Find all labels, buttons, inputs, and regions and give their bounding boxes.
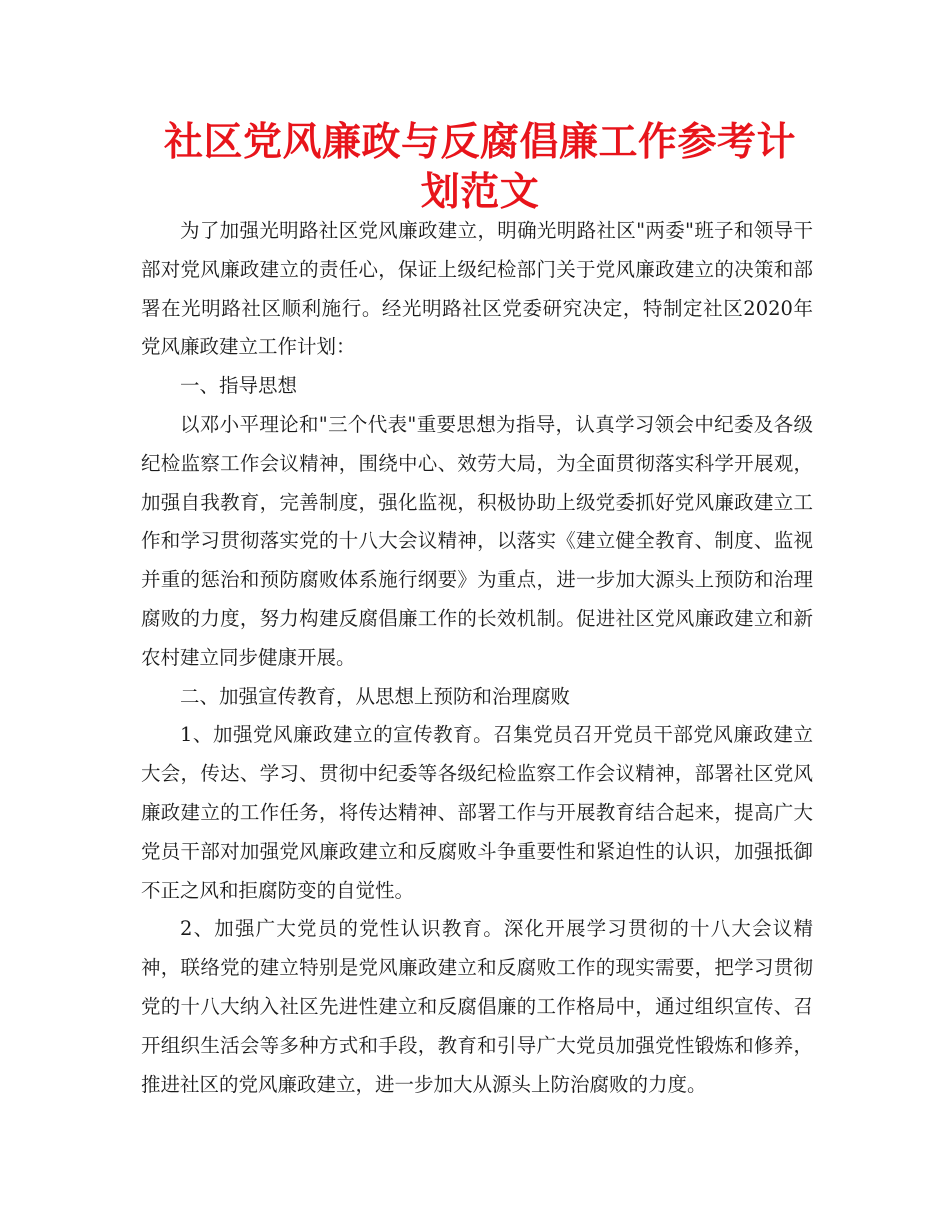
paragraph-intro: 为了加强光明路社区党风廉政建立，明确光明路社区"两委"班子和领导干部对党风廉政建立的责任心，保证上级纪检部门关于党风廉政建立的决策和部署在光明路社区顺利施行。经光明路社区党委研究决定，特制定社区2020年党风廉政建立工作计划： xyxy=(141,219,813,359)
paragraph-guiding-thought: 以邓小平理论和"三个代表"重要思想为指导，认真学习领会中纪委及各级纪检监察工作会议精神，围绕中心、效劳大局，为全面贯彻落实科学开展观，加强自我教育，完善制度，强化监视，积极协助上级党委抓好党风廉政建立工作和学习贯彻落实党的十八大会议精神，以落实《建立健全教育、制度、监视并重的惩治和预防腐败体系施行纲要》为重点，进一步加大源头上预防和治理腐败的力度，努力构建反腐倡廉工作的长效机制。促进社区党风廉政建立和新农村建立同步健康开展。 xyxy=(141,412,813,669)
document-body xyxy=(141,212,813,1104)
paragraph-item-1: 1、加强党风廉政建立的宣传教育。召集党员召开党员干部党风廉政建立大会，传达、学习、贯彻中纪委等各级纪检监察工作会议精神，部署社区党风廉政建立的工作任务，将传达精神、部署工作与开展教育结合起来，提高广大党员干部对加强党风廉政建立和反腐败斗争重要性和紧迫性的认识，加强抵御不正之风和拒腐防变的自觉性。 xyxy=(141,723,813,902)
section-heading-guiding-thought: 一、指导思想 xyxy=(180,374,298,398)
paragraph-item-2: 2、加强广大党员的党性认识教育。深化开展学习贯彻的十八大会议精神，联络党的建立特别是党风廉政建立和反腐败工作的现实需要，把学习贯彻党的十八大纳入社区先进性建立和反腐倡廉的工作格局中，通过组织宣传、召开组织生活会等多种方式和手段，教育和引导广大党员加强党性锻炼和修养，推进社区的党风廉政建立，进一步加大从源头上防治腐败的力度。 xyxy=(141,917,813,1096)
document-title: 社区党风廉政与反腐倡廉工作参考计划范文 xyxy=(163,120,796,215)
section-heading-education: 二、加强宣传教育，从思想上预防和治理腐败 xyxy=(180,684,571,708)
